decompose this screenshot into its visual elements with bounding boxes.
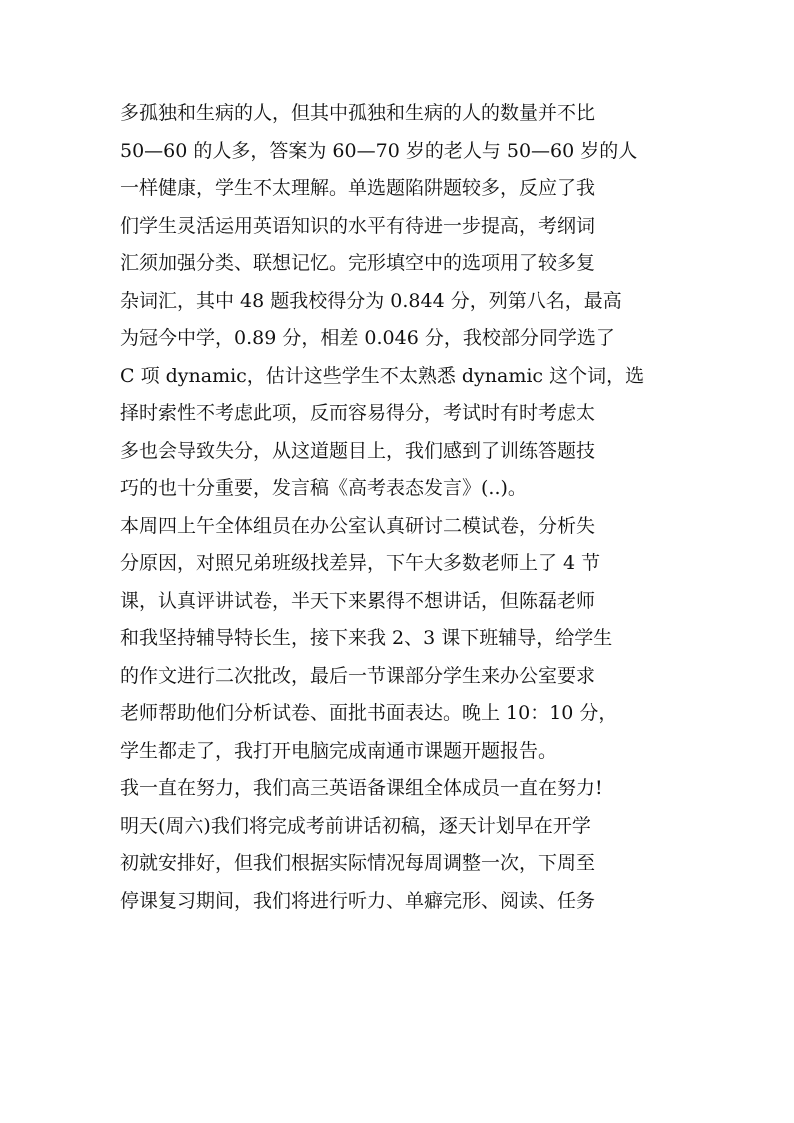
- text-line: 明天(周六)我们将完成考前讲话初稿，逐天计划早在开学: [120, 814, 591, 837]
- text-line: 学生都走了，我打开电脑完成南通市课题开题报告。: [120, 739, 558, 762]
- document-body: [120, 95, 676, 920]
- text-line: 停课复习期间，我们将进行听力、单癖完形、阅读、任务: [120, 889, 596, 912]
- text-line: 初就安排好，但我们根据实际情况每周调整一次，下周至: [120, 852, 596, 874]
- text-line: 老师帮助他们分析试卷、面批书面表达。晚上 10：10 分，: [120, 702, 618, 724]
- text-line: 课，认真评讲试卷，半天下来累得不想讲话，但陈磊老师: [120, 589, 596, 612]
- text-line: C 项 dynamic，估计这些学生不太熟悉 dynamic 这个词，选: [120, 364, 645, 387]
- text-line: 一样健康，学生不太理解。单选题陷阱题较多，反应了我: [120, 177, 596, 199]
- text-line: 本周四上午全体组员在办公室认真研讨二模试卷，分析失: [120, 514, 596, 537]
- text-line: 择时索性不考虑此项，反而容易得分，考试时有时考虑太: [120, 402, 596, 424]
- text-line: 多孤独和生病的人，但其中孤独和生病的人的数量并不比: [120, 102, 596, 124]
- text-line: 多也会导致失分，从这道题目上，我们感到了训练答题技: [120, 439, 596, 462]
- text-line: 巧的也十分重要，发言稿《高考表态发言》(..)。: [120, 477, 527, 499]
- text-line: 们学生灵活运用英语知识的水平有待进一步提高，考纲词: [120, 214, 596, 237]
- text-line: 分原因，对照兄弟班级找差异，下午大多数老师上了 4 节: [120, 552, 601, 574]
- paragraph-2: [120, 508, 676, 771]
- paragraph-3: [120, 770, 676, 920]
- text-line: 为冠今中学，0.89 分，相差 0.046 分，我校部分同学选了: [120, 327, 615, 349]
- text-line: 杂词汇，其中 48 题我校得分为 0.844 分，列第八名，最高: [120, 289, 622, 312]
- text-line: 50—60 的人多，答案为 60—70 岁的老人与 50—60 岁的人: [120, 139, 638, 162]
- text-line: 的作文进行二次批改，最后一节课部分学生来办公室要求: [120, 664, 596, 687]
- text-line: 和我坚持辅导特长生，接下来我 2、3 课下班辅导，给学生: [120, 627, 613, 649]
- paragraph-1: [120, 95, 676, 508]
- text-line: 我一直在努力，我们高三英语备课组全体成员一直在努力!: [120, 777, 603, 799]
- text-line: 汇须加强分类、联想记忆。完形填空中的选项用了较多复: [120, 252, 596, 274]
